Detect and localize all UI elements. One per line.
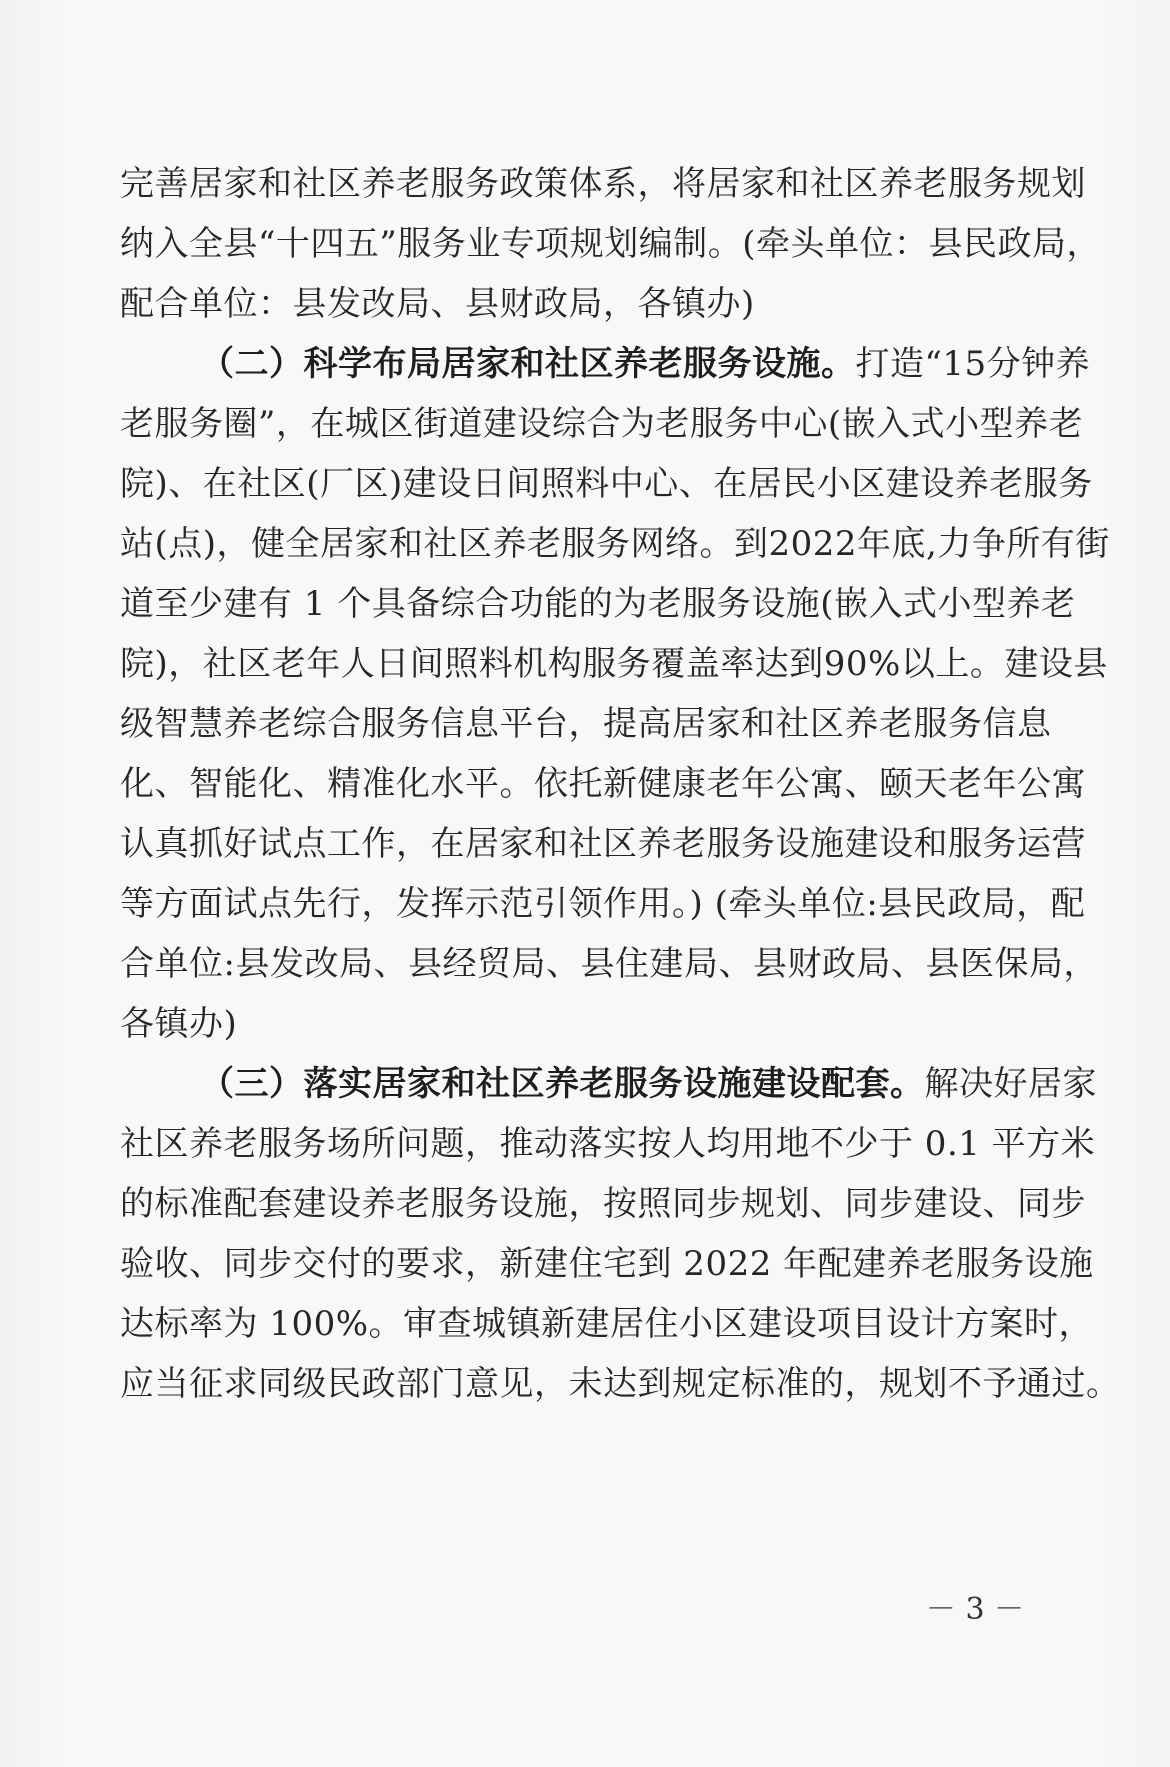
section-3-line-2: 社区养老服务场所问题，推动落实按人均用地不少于 0.1 平方米 bbox=[120, 1124, 1096, 1164]
section-3-first-line bbox=[200, 1062, 1097, 1106]
page-number: － 3 － bbox=[925, 1592, 1025, 1627]
section-2-first-line bbox=[200, 342, 1091, 386]
section-2-line-2: 老服务圈”，在城区街道建设综合为老服务中心(嵌入式小型养老 bbox=[120, 404, 1084, 444]
section-2-line-10: 等方面试点先行，发挥示范引领作用。) (牵头单位:县民政局，配 bbox=[120, 884, 1086, 924]
section-3-line-4: 验收、同步交付的要求，新建住宅到 2022 年配建养老服务设施 bbox=[120, 1244, 1094, 1284]
section-2-line-9: 认真抓好试点工作，在居家和社区养老服务设施建设和服务运营 bbox=[120, 824, 1086, 864]
paragraph-1-line-3: 配合单位：县发改局、县财政局，各镇办) bbox=[120, 284, 755, 324]
section-2-line-5: 道至少建有 1 个具备综合功能的为老服务设施(嵌入式小型养老 bbox=[120, 584, 1076, 624]
section-3-line-3: 的标准配套建设养老服务设施，按照同步规划、同步建设、同步 bbox=[120, 1184, 1086, 1224]
section-2-line-6: 院)，社区老年人日间照料机构服务覆盖率达到90%以上。建设县 bbox=[120, 644, 1108, 684]
section-3-line-5: 达标率为 100%。审查城镇新建居住小区建设项目设计方案时， bbox=[120, 1304, 1094, 1344]
section-3-first-line-rest: 解决好居家 bbox=[924, 1064, 1097, 1104]
section-2-line-7: 级智慧养老综合服务信息平台，提高居家和社区养老服务信息 bbox=[120, 704, 1052, 744]
section-2-first-line-rest: 打造“15分钟养 bbox=[855, 344, 1091, 384]
section-3-heading: （三）落实居家和社区养老服务设施建设配套。 bbox=[200, 1064, 925, 1104]
section-2-line-8: 化、智能化、精准化水平。依托新健康老年公寓、颐天老年公寓 bbox=[120, 764, 1086, 804]
paragraph-1-line-2: 纳入全县“十四五”服务业专项规划编制。(牵头单位：县民政局， bbox=[120, 224, 1102, 264]
section-2-line-4: 站(点)，健全居家和社区养老服务网络。到2022年底,力争所有街 bbox=[120, 524, 1110, 564]
section-2-line-11: 合单位:县发改局、县经贸局、县住建局、县财政局、县医保局， bbox=[120, 944, 1098, 984]
section-3-line-6: 应当征求同级民政部门意见，未达到规定标准的，规划不予通过。 bbox=[120, 1364, 1121, 1404]
paragraph-1-line-1: 完善居家和社区养老服务政策体系，将居家和社区养老服务规划 bbox=[120, 164, 1086, 204]
section-2-line-3: 院)、在社区(厂区)建设日间照料中心、在居民小区建设养老服务 bbox=[120, 464, 1093, 504]
section-2-heading: （二）科学布局居家和社区养老服务设施。 bbox=[200, 344, 856, 384]
section-2-line-12: 各镇办) bbox=[120, 1004, 238, 1044]
